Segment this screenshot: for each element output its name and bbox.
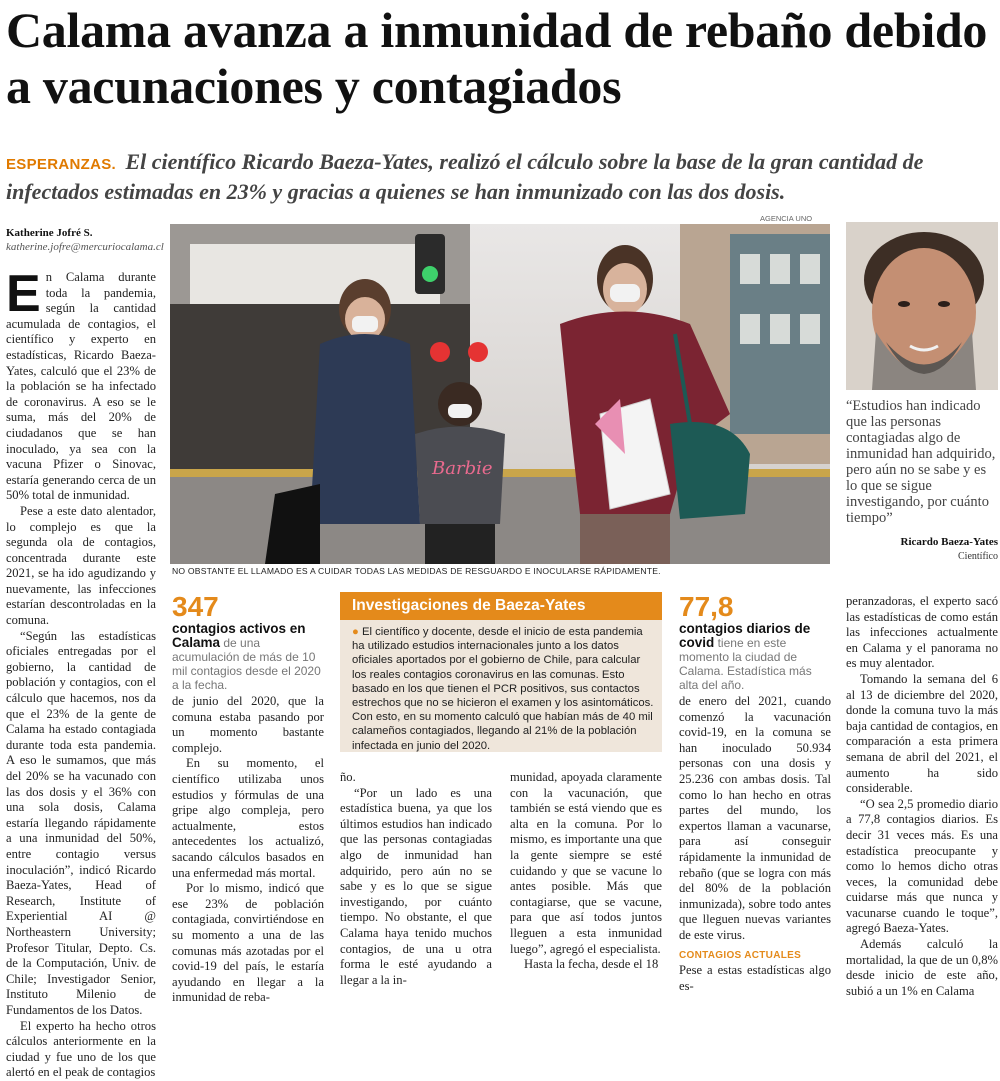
paragraph: “Por un lado es una estadística buena, ya que los últimos estudios han indicado que las personas contagiadas algo de inmunidad han adquirido, pero aún no se sabe y es lo que se sigue investigando, por cuánto tiempo. No obstante, el que Calama haya tenido muchos contagios, de una u otra forma le esté ayudando a llegar a la in- xyxy=(340,785,492,987)
box-title: Investigaciones de Baeza-Yates xyxy=(340,592,662,620)
stat-active-cases xyxy=(172,592,322,692)
paragraph: Pese a este dato alentador, lo complejo es que la segunda ola de contagios, concentrada durante este 2021, se ha ido agudizando y nuevamente, las infecciones estarían descontroladas en la comuna. xyxy=(6,503,156,628)
dek xyxy=(6,148,996,205)
paragraph: Por lo mismo, indicó que ese 23% de población contagiada, convirtiéndose en su momento a una de las comunas más azotadas por el covid-19 del país, le estaría ayudando en llegar a la inmunidad de reba- xyxy=(172,881,324,1005)
paragraph: En su momento, el científico utilizaba unos estudios y fórmulas de una gripe algo compleja, pero actualmente, estos antecedentes los actualizó, sacando cálculos basados en una enfermedad más mortal. xyxy=(172,756,324,880)
column-6 xyxy=(846,594,998,999)
column-3 xyxy=(340,770,492,988)
paragraph: “O sea 2,5 promedio diario a 77,8 contagios diarios. Es decir 31 veces más. Es una estadística preocupante y como lo hemos dicho otras veces, la comunidad debe cuidarse más que nunca y vacunarse cuando le toque”, agregó Baeza-Yates. xyxy=(846,796,998,936)
paragraph: munidad, apoyada claramente con la vacunación, que también se está viendo que es alta en la comuna. Por lo mismo, es importante una que la gente siempre se esté cuidando y que se vacune lo antes posible. Más que contagiarse, que se vacune, para que así todos juntos lleguen a esta inmunidad luego”, agregó el especialista. xyxy=(510,770,662,956)
paragraph: peranzadoras, el experto sacó las estadísticas de como están las infecciones actualmente en Calama y el panorama no es muy alentador. xyxy=(846,594,998,671)
drop-cap: E xyxy=(6,265,41,323)
paragraph: Además calculó la mortalidad, la que de un 0,8% desde inicio de este año, subió a un 1% en Calama xyxy=(846,937,998,998)
dek-tag: ESPERANZAS. xyxy=(6,156,116,173)
street-scene-illustration xyxy=(170,224,830,564)
column-1 xyxy=(6,226,164,1081)
column-4 xyxy=(510,770,662,973)
paragraph: de enero del 2021, cuando comenzó la vacunación covid-19, en la comuna se han inoculado 50.934 personas con una dosis y 25.236 con ambas dosis. Tal como lo han hecho en otras partes del mundo, los expertos llaman a vacunarse, para así conseguir rápidamente la inmunidad de rebaño (que se logra con más del 80% de la población inmunizada), sobre todo antes que lleguen nuevas variantes de este virus. xyxy=(679,694,831,942)
paragraph: El experto ha hecho otros cálculos anteriormente en la ciudad y fue uno de los que alertó en el peak de contagios xyxy=(6,1018,156,1080)
paragraph: de junio del 2020, que la comuna estaba pasando por un momento bastante complejo. xyxy=(172,694,324,755)
portrait-photo xyxy=(846,222,998,390)
box-text: ● El científico y docente, desde el inicio de esta pandemia ha utilizado estudios internacionales junto a los datos oficiales aportados por el gobierno de Chile, para calcular los reales contagios coronavirus en las comunas. Esto basado en los que tienen el PCR positivos, sus contactos estrechos que no se hicieron el examen y los asintomáticos. Con esto, en su momento calculó que habían más de 40 mil calameños contagiados, llegando al 21% de la población infectada en junio del 2020. xyxy=(352,626,654,752)
photo-credit: AGENCIA UNO xyxy=(760,214,813,223)
byline-email[interactable]: katherine.jofre@mercuriocalama.cl xyxy=(6,241,164,253)
pull-quote: “Estudios han indicado que las personas contagiadas algo de inmunidad han adquirido, pero aún no se sabe y es lo que se sigue investigando, por cuánto tiempo” xyxy=(846,398,996,526)
stat-number: 347 xyxy=(172,591,219,622)
byline xyxy=(6,226,164,254)
column-2 xyxy=(172,694,324,1006)
sidebar-box xyxy=(340,592,662,752)
paragraph: Tomando la semana del 6 al 13 de diciembre del 2020, donde la comuna tuvo la más baja cantidad de contagios, en comparación a esta primera semana de abril del 2021, el aumento ha sido considerable. xyxy=(846,671,998,796)
paragraph: Hasta la fecha, desde el 18 xyxy=(524,957,659,972)
byline-name: Katherine Jofré S. xyxy=(6,227,93,239)
column-5 xyxy=(679,694,831,994)
dek-text: El científico Ricardo Baeza-Yates, realizó el cálculo sobre la base de la gran cantidad de infectados estimadas en 23% y gracias a quienes se han inmunizado con las dos dosis. xyxy=(6,149,924,204)
subhead: CONTAGIOS ACTUALES xyxy=(679,949,802,961)
stat-description: contagios diarios de covid tiene en este momento la ciudad de Calama. Estadística más alta del año. xyxy=(679,621,812,692)
headline: Calama avanza a inmunidad de rebaño debido a vacunaciones y contagiados xyxy=(6,2,988,114)
paragraph: “Según las estadísticas oficiales entregadas por el gobierno, la cantidad de población y contagios, con el cálculo que hacemos, nos da que el 23% de la gente de Calama ha estado contagiada durante toda esta pandemia. A eso le sumamos, que más del 20% se ha vacunado con las dos dosis y el 36% con una sola dosis, Calama estaría llegando rápidamente a una inmunidad del 50%, entre contagio versus inoculación”, indicó Ricardo Baeza-Yates, Head of Research, Institute of Experiential AI @ Northeastern University; Profesor Titular, Depto. Cs. de la Computación, Univ. de Chile; Investigador Senior, Instituto Milenio de Fundamentos de los Datos. xyxy=(6,628,156,1017)
photo-caption: NO OBSTANTE EL LLAMADO ES A CUIDAR TODAS LAS MEDIDAS DE RESGUARDO E INOCULARSE RÁPIDAMENTE. xyxy=(172,566,661,576)
quote-author: Ricardo Baeza-Yates xyxy=(900,536,998,548)
paragraph: Pese a estas estadísticas algo es- xyxy=(679,963,831,993)
stat-daily-cases xyxy=(679,592,831,692)
stat-description: contagios activos en Calama de una acumulación de más de 10 mil contagios desde el 2020 a la fecha. xyxy=(172,621,321,692)
bullet-icon: ● xyxy=(352,626,359,638)
paragraph: ño. xyxy=(340,770,356,784)
main-photo xyxy=(170,224,830,564)
svg-text:Barbie: Barbie xyxy=(432,458,493,479)
stat-number: 77,8 xyxy=(679,591,734,622)
portrait-illustration xyxy=(846,222,998,390)
paragraph: En Calama durante toda la pandemia, según la cantidad acumulada de contagios, el científico y experto en estadísticas, Ricardo Baeza-Yates, calculó que el 23% de la población se ha infectado de coronavirus. A eso se le suma, más del 20% de ciudadanos que se han inoculado, ya sea con la vacuna Pfizer o Sinovac, estaría generando cerca de un 50% total de inmunidad. xyxy=(6,265,156,503)
quote-role: Científico xyxy=(958,551,998,562)
